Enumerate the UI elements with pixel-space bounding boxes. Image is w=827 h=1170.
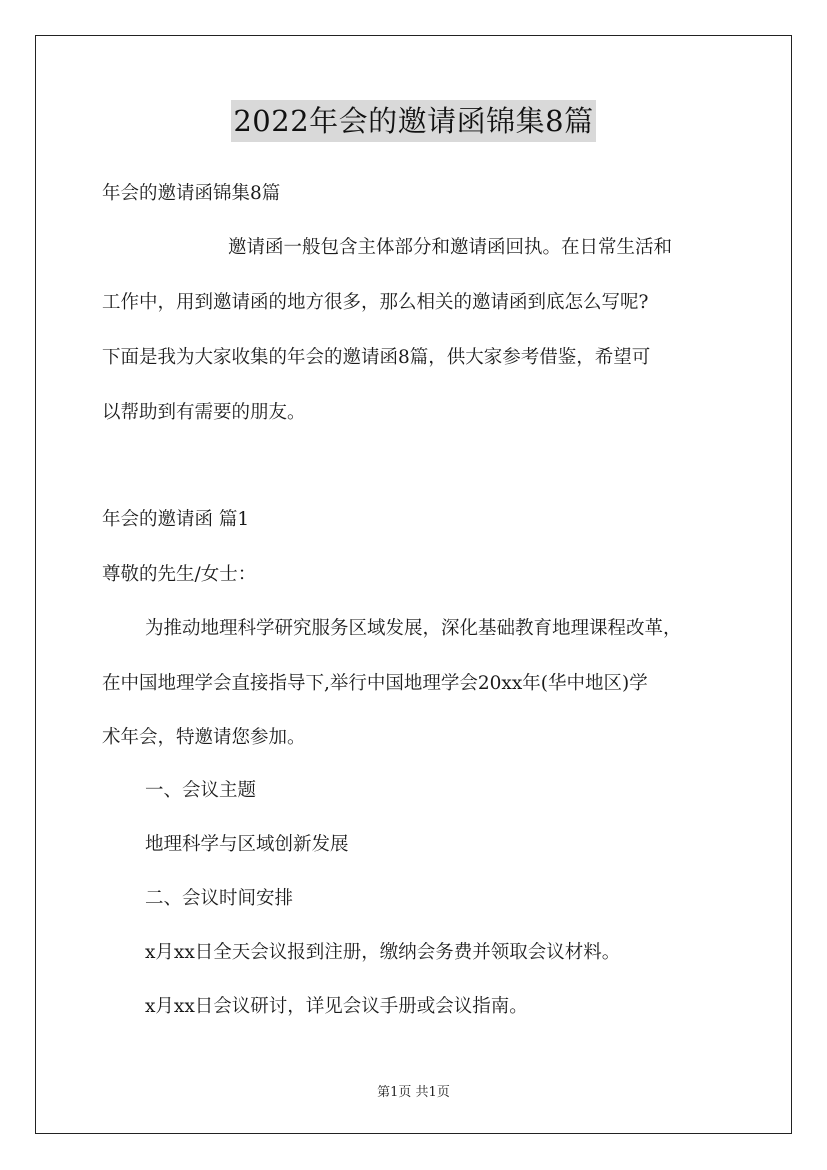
body-line-3: 术年会，特邀请您参加。 (102, 727, 306, 748)
intro-line-1: 邀请函一般包含主体部分和邀请函回执。在日常生活和 (228, 237, 673, 258)
schedule-line-1: x月xx日全天会议报到注册，缴纳会务费并领取会议材料。 (145, 942, 621, 963)
page-footer: 第1页 共1页 (377, 1085, 450, 1100)
document-title: 2022年会的邀请函锦集8篇 (231, 100, 595, 142)
document-subtitle: 年会的邀请函锦集8篇 (102, 183, 281, 204)
item2-heading: 二、会议时间安排 (145, 888, 294, 909)
item1-text: 地理科学与区域创新发展 (145, 834, 349, 855)
intro-line-3: 下面是我为大家收集的年会的邀请函8篇，供大家参考借鉴，希望可 (102, 347, 651, 368)
section-heading: 年会的邀请函 篇1 (102, 509, 250, 530)
body-line-2: 在中国地理学会直接指导下,举行中国地理学会20xx年(华中地区)学 (102, 673, 648, 694)
title-area (0, 100, 827, 142)
item1-heading: 一、会议主题 (145, 780, 257, 801)
body-line-1: 为推动地理科学研究服务区域发展，深化基础教育地理课程改革， (145, 618, 682, 639)
intro-line-2: 工作中，用到邀请函的地方很多，那么相关的邀请函到底怎么写呢? (102, 292, 649, 313)
intro-line-4: 以帮助到有需要的朋友。 (102, 402, 306, 423)
salutation: 尊敬的先生/女士： (102, 564, 257, 585)
schedule-line-2: x月xx日会议研讨，详见会议手册或会议指南。 (145, 996, 528, 1017)
